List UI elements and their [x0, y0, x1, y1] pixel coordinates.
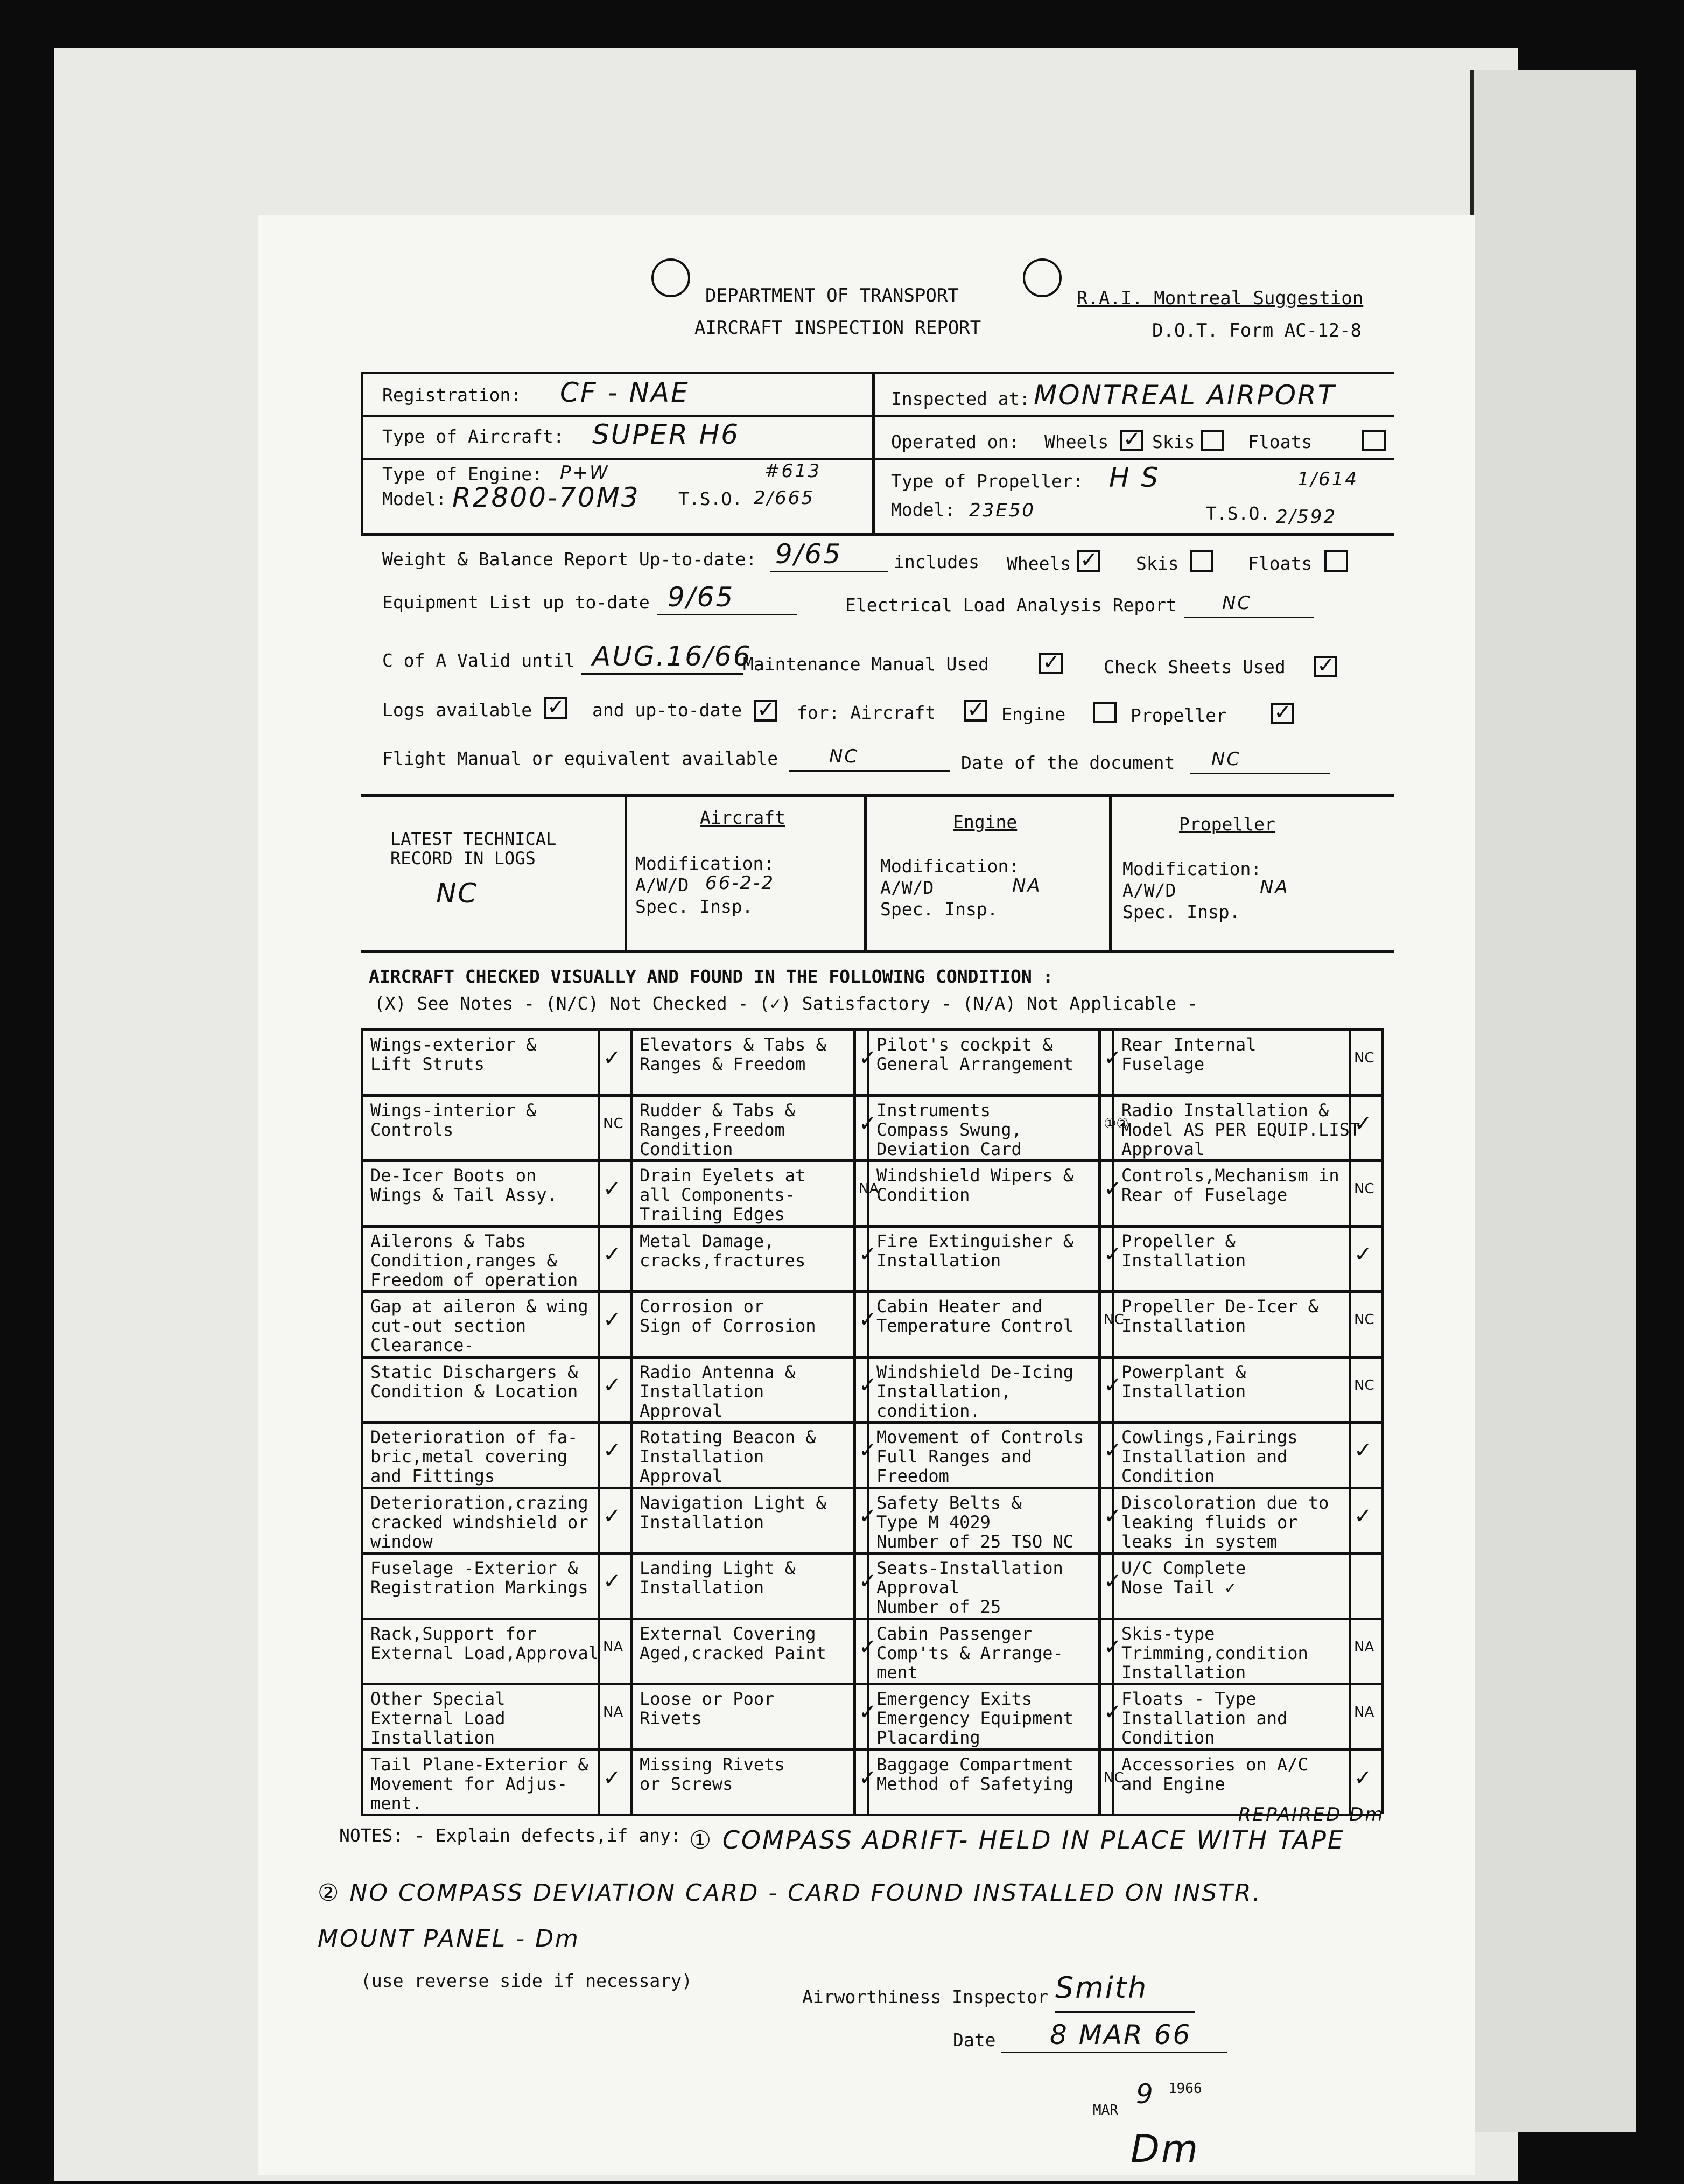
rule [361, 794, 1394, 797]
notes-line-3: MOUNT PANEL - Dm [318, 1925, 580, 1952]
engine-awd-value: NA [1012, 875, 1042, 897]
wb-wheels-checkbox[interactable]: ✓ [1077, 550, 1100, 572]
engine-spec-label: Spec. Insp. [880, 899, 998, 920]
prop-mod-label: Modification: [1122, 858, 1262, 879]
rule [361, 950, 1394, 953]
date-doc-value: NC [1211, 748, 1241, 770]
inspector-label: Airworthiness Inspector [802, 1986, 1048, 2007]
condition-item-label: External Covering Aged,cracked Paint [640, 1623, 826, 1663]
condition-item-label: Floats - Type Installation and Condition [1121, 1689, 1288, 1748]
grid-rule [598, 1028, 600, 1814]
wheels-label: Wheels [1044, 431, 1109, 452]
stamp-month: MAR [1093, 2102, 1118, 2118]
condition-mark[interactable]: ✓ [859, 1634, 877, 1660]
rule [864, 794, 867, 950]
registration-label: Registration: [382, 384, 522, 405]
condition-item-label: Loose or Poor Rivets [640, 1689, 775, 1728]
condition-mark[interactable]: ✓ [1104, 1242, 1122, 1267]
checked-legend: (X) See Notes - (N/C) Not Checked - (✓) Satisfactory - (N/A) Not Applicable - [374, 993, 1198, 1014]
condition-item-label: Radio Antenna & Installation Approval [640, 1361, 795, 1421]
field-underline [1190, 773, 1330, 774]
grid-rule [361, 1487, 1381, 1489]
condition-item-label: Wings-exterior & Lift Struts [370, 1034, 537, 1074]
condition-item-label: Elevators & Tabs & Ranges & Freedom [640, 1034, 826, 1074]
equip-label: Equipment List up to-date [382, 592, 650, 613]
check-label: Check Sheets Used [1104, 656, 1286, 677]
condition-mark[interactable]: NA [603, 1639, 623, 1655]
rule [361, 458, 1394, 460]
wb-floats-checkbox[interactable] [1324, 550, 1348, 572]
wb-wheels-label: Wheels [1007, 553, 1071, 574]
checked-title: AIRCRAFT CHECKED VISUALLY AND FOUND IN THE FOLLOWING CONDITION : [369, 966, 1054, 987]
skis-label: Skis [1152, 431, 1195, 452]
cofa-label: C of A Valid until [382, 650, 575, 671]
inspector-signature: Smith [1055, 1971, 1148, 2005]
condition-item-label: Radio Installation & Model AS PER EQUIP.LIST Approval [1121, 1100, 1360, 1159]
condition-mark[interactable]: ✓ [603, 1569, 621, 1594]
prop-spec-label: Spec. Insp. [1122, 901, 1240, 922]
engine-tso-label: T.S.O. [678, 488, 743, 509]
punch-hole-left [651, 258, 690, 297]
engine-model-label: Model: [382, 488, 447, 509]
condition-mark[interactable]: ✓ [1104, 1503, 1122, 1529]
condition-item-label: Windshield Wipers & Condition [876, 1165, 1074, 1205]
inspected-at-value: MONTREAL AIRPORT [1034, 380, 1336, 411]
operated-on-label: Operated on: [891, 431, 1020, 452]
floats-label: Floats [1248, 431, 1313, 452]
engine-log-checkbox[interactable] [1093, 702, 1117, 723]
grid-rule [361, 1225, 1381, 1228]
aircraft-awd-value: 66-2-2 [705, 872, 775, 894]
wb-floats-label: Floats [1248, 553, 1313, 574]
grid-rule [361, 1552, 1381, 1555]
type-engine-value: P+W [560, 462, 609, 484]
rule [1109, 794, 1112, 950]
grid-rule [361, 1028, 363, 1814]
grid-rule [1098, 1028, 1101, 1814]
condition-mark[interactable]: ✓ [1354, 1503, 1372, 1529]
condition-mark[interactable]: ✓ [1104, 1438, 1122, 1463]
condition-mark[interactable]: ✓ [1104, 1700, 1122, 1725]
maint-label: Maintenance Manual Used [743, 654, 989, 675]
condition-item-label: Propeller & Installation [1121, 1230, 1246, 1271]
condition-item-label: Rack,Support for External Load,Approval [370, 1623, 599, 1663]
propeller-heading: Propeller [1179, 814, 1275, 835]
logs-label: Logs available [382, 699, 532, 720]
right-sheet [1470, 70, 1636, 2132]
condition-item-label: Accessories on A/C and Engine [1121, 1754, 1308, 1794]
engine-log-label: Engine [1001, 704, 1066, 725]
condition-item-label: Cabin Heater and Temperature Control [876, 1296, 1074, 1336]
aircraft-heading: Aircraft [700, 807, 785, 828]
condition-mark[interactable]: ✓ [603, 1177, 621, 1201]
report-title: AIRCRAFT INSPECTION REPORT [694, 317, 981, 339]
prop-awd-label: A/W/D [1122, 880, 1176, 901]
condition-mark[interactable]: NA [1354, 1704, 1374, 1720]
condition-item-label: Fuselage -Exterior & Registration Markings [370, 1558, 588, 1598]
wheels-checkbox[interactable]: ✓ [1120, 430, 1143, 451]
condition-item-label: Powerplant & Installation [1121, 1361, 1246, 1402]
condition-item-label: Deterioration of fa- bric,metal covering and Fittings [370, 1427, 578, 1486]
prop-model-value: 23E50 [969, 500, 1036, 521]
grid-rule [853, 1028, 856, 1814]
grid-rule [361, 1290, 1381, 1293]
condition-item-label: Deterioration,crazing cracked windshield or window [370, 1492, 588, 1552]
grid-rule [361, 1159, 1381, 1162]
engine-awd-label: A/W/D [880, 877, 934, 898]
condition-mark[interactable]: NA [859, 1181, 879, 1197]
suggestion-text: R.A.I. Montreal Suggestion [1077, 288, 1364, 309]
uptodate-label: and up-to-date [592, 699, 742, 720]
condition-item-label: Landing Light & Installation [640, 1558, 795, 1598]
floats-checkbox[interactable] [1362, 430, 1386, 451]
condition-mark[interactable]: ✓ [603, 1307, 621, 1332]
inspected-at-label: Inspected at: [891, 388, 1030, 409]
grid-rule [361, 1421, 1381, 1424]
condition-item-label: Corrosion or Sign of Corrosion [640, 1296, 816, 1336]
wb-skis-label: Skis [1136, 553, 1179, 574]
condition-item-label: Movement of Controls Full Ranges and Freedom [876, 1427, 1084, 1486]
condition-item-label: Skis-type Trimming,condition Installation [1121, 1623, 1308, 1683]
rule [361, 372, 363, 533]
condition-mark[interactable]: ✓ [1354, 1242, 1372, 1267]
condition-mark[interactable]: NC [1354, 1181, 1374, 1197]
skis-checkbox[interactable] [1201, 430, 1224, 451]
condition-mark[interactable]: NC [1354, 1312, 1374, 1328]
inspection-form-page [258, 215, 1475, 2175]
stamp-year: 1966 [1168, 2081, 1202, 2097]
condition-item-label: Wings-interior & Controls [370, 1100, 537, 1140]
condition-item-label: Discoloration due to leaking fluids or leaks in system [1121, 1492, 1329, 1552]
aircraft-mod-label: Modification: [635, 853, 775, 874]
condition-item-label: Metal Damage, cracks,fractures [640, 1230, 806, 1271]
condition-mark[interactable]: ✓ [859, 1373, 877, 1398]
equip-value: 9/65 [668, 582, 735, 613]
condition-item-label: U/C Complete Nose Tail ✓ [1121, 1558, 1246, 1598]
condition-item-label: De-Icer Boots on Wings & Tail Assy. [370, 1165, 557, 1205]
condition-mark[interactable]: ✓ [603, 1242, 621, 1267]
reverse-note: (use reverse side if necessary) [361, 1970, 692, 1991]
rule [625, 794, 627, 950]
grid-rule [361, 1094, 1381, 1097]
condition-item-label: Cowlings,Fairings Installation and Condition [1121, 1427, 1298, 1486]
condition-item-label: Rear Internal Fuselage [1121, 1034, 1257, 1074]
engine-model-value: R2800-70M3 [452, 482, 640, 513]
cofa-value: AUG.16/66 [592, 641, 752, 672]
condition-mark[interactable]: NC [1104, 1312, 1124, 1328]
date-value: 8 MAR 66 [1050, 2019, 1192, 2050]
condition-mark[interactable]: ✓ [1104, 1046, 1122, 1070]
stamp-initials: Dm [1131, 2127, 1200, 2171]
condition-item-label: Rudder & Tabs & Ranges,Freedom Condition [640, 1100, 795, 1159]
prop-tso-label: T.S.O. [1206, 503, 1271, 524]
stamp-day: 9 [1136, 2078, 1155, 2110]
condition-item-label: Navigation Light & Installation [640, 1492, 826, 1532]
condition-mark[interactable]: ✓ [1354, 1765, 1372, 1790]
wb-skis-checkbox[interactable] [1190, 550, 1213, 572]
engine-tso-value: 2/665 [754, 487, 815, 509]
elec-label: Electrical Load Analysis Report [845, 594, 1177, 615]
notes-label: NOTES: - Explain defects,if any: [339, 1825, 682, 1846]
type-aircraft-label: Type of Aircraft: [382, 426, 564, 447]
elec-value: NC [1222, 592, 1252, 614]
condition-mark[interactable]: ✓ [859, 1307, 877, 1332]
prop-number: 1/614 [1297, 468, 1358, 490]
weight-value: 9/65 [775, 538, 843, 570]
grid-rule [361, 1356, 1381, 1359]
condition-item-label: Ailerons & Tabs Condition,ranges & Freedom of operation [370, 1230, 578, 1290]
rule [361, 415, 1394, 417]
field-underline [1001, 2052, 1227, 2053]
engine-mod-label: Modification: [880, 856, 1020, 877]
aircraft-log-checkbox[interactable]: ✓ [964, 700, 987, 722]
notes-line-1: ① COMPASS ADRIFT- HELD IN PLACE WITH TAPE [689, 1825, 1345, 1854]
grid-rule [361, 1814, 1381, 1816]
condition-mark[interactable]: NC [603, 1115, 623, 1132]
condition-mark[interactable]: ✓ [1104, 1373, 1122, 1398]
notes-repaired: REPAIRED Dm [1238, 1804, 1385, 1825]
condition-mark[interactable]: ✓ [603, 1765, 621, 1790]
field-underline [789, 770, 950, 772]
condition-mark[interactable]: ✓ [859, 1765, 877, 1790]
condition-mark[interactable]: ✓ [1104, 1634, 1122, 1660]
condition-mark[interactable]: ✓ [859, 1046, 877, 1070]
grid-rule [361, 1683, 1381, 1685]
condition-mark[interactable]: ✓ [859, 1503, 877, 1529]
latest-tech-record-value: NC [436, 878, 479, 909]
rule [872, 372, 875, 533]
condition-mark[interactable]: NA [1354, 1639, 1374, 1655]
condition-mark[interactable]: ✓ [859, 1242, 877, 1267]
condition-item-label: Controls,Mechanism in Rear of Fuselage [1121, 1165, 1339, 1205]
weight-label: Weight & Balance Report Up-to-date: [382, 549, 757, 570]
rule [361, 372, 1394, 374]
grid-rule [1381, 1028, 1384, 1814]
condition-item-label: Static Dischargers & Condition & Location [370, 1361, 578, 1402]
condition-item-label: Gap at aileron & wing cut-out section Clearance- [370, 1296, 588, 1355]
type-prop-value: H S [1109, 462, 1160, 493]
condition-mark[interactable]: ✓ [603, 1373, 621, 1398]
condition-mark[interactable]: ✓ [859, 1438, 877, 1463]
condition-item-label: Other Special External Load Installation [370, 1689, 506, 1748]
type-aircraft-value: SUPER H6 [592, 419, 740, 450]
condition-mark[interactable]: NC [1354, 1050, 1374, 1066]
grid-rule [867, 1028, 869, 1814]
condition-mark[interactable]: ✓ [603, 1503, 621, 1529]
prop-model-label: Model: [891, 499, 956, 520]
field-underline [1055, 2011, 1195, 2013]
prop-awd-value: NA [1260, 877, 1289, 898]
grid-rule [1112, 1028, 1114, 1814]
punch-hole-right [1023, 258, 1062, 297]
condition-mark[interactable]: ✓ [859, 1569, 877, 1594]
field-underline [581, 673, 743, 675]
for-aircraft-label: for: Aircraft [797, 702, 936, 723]
prop-tso-value: 2/592 [1276, 506, 1337, 528]
grid-rule [361, 1618, 1381, 1620]
type-engine-label: Type of Engine: [382, 464, 543, 485]
condition-item-label: Baggage Compartment Method of Safetying [876, 1754, 1074, 1794]
condition-item-label: Tail Plane-Exterior & Movement for Adjus- ment. [370, 1754, 588, 1814]
flight-manual-value: NC [829, 746, 859, 767]
latest-tech-record-label: LATEST TECHNICAL RECORD IN LOGS [390, 829, 557, 869]
maint-checkbox[interactable]: ✓ [1039, 653, 1063, 674]
includes-label: includes [894, 551, 979, 572]
condition-mark[interactable]: ✓ [1354, 1111, 1372, 1136]
condition-item-label: Instruments Compass Swung, Deviation Card [876, 1100, 1022, 1159]
propeller-log-checkbox[interactable]: ✓ [1271, 703, 1294, 724]
check-checkbox[interactable]: ✓ [1314, 656, 1337, 677]
field-underline [1184, 617, 1314, 618]
condition-item-label: Rotating Beacon & Installation Approval [640, 1427, 816, 1486]
date-label: Date [953, 2029, 996, 2050]
condition-mark[interactable]: NA [603, 1704, 623, 1720]
condition-item-label: Seats-Installation Approval Number of 25 [876, 1558, 1063, 1617]
condition-item-label: Missing Rivets or Screws [640, 1754, 785, 1794]
grid-rule [630, 1028, 633, 1814]
condition-mark[interactable]: ✓ [859, 1700, 877, 1725]
engine-number: #613 [764, 460, 822, 482]
condition-item-label: Cabin Passenger Comp'ts & Arrange- ment [876, 1623, 1063, 1683]
condition-mark[interactable]: ✓ [603, 1438, 621, 1463]
form-number: D.O.T. Form AC-12-8 [1152, 320, 1362, 341]
condition-item-label: Safety Belts & Type M 4029 Number of 25 TSO NC [876, 1492, 1074, 1552]
logs-checkbox[interactable]: ✓ [544, 697, 567, 719]
notes-line-2: ② NO COMPASS DEVIATION CARD - CARD FOUND INSTALLED ON INSTR. [318, 1879, 1262, 1907]
grid-rule [361, 1028, 1381, 1031]
field-underline [770, 571, 888, 572]
registration-value: CF - NAE [560, 377, 690, 408]
condition-item-label: Pilot's cockpit & General Arrangement [876, 1034, 1074, 1074]
condition-mark[interactable]: ✓ [1104, 1177, 1122, 1201]
condition-mark[interactable]: ✓ [859, 1111, 877, 1136]
aircraft-spec-label: Spec. Insp. [635, 896, 753, 917]
propeller-log-label: Propeller [1131, 705, 1227, 726]
condition-item-label: Emergency Exits Emergency Equipment Placarding [876, 1689, 1074, 1748]
grid-rule [361, 1748, 1381, 1751]
aircraft-awd-label: A/W/D [635, 874, 689, 895]
field-underline [657, 614, 797, 615]
uptodate-checkbox[interactable]: ✓ [754, 700, 777, 722]
date-doc-label: Date of the document [961, 752, 1175, 773]
condition-item-label: Windshield De-Icing Installation, condition. [876, 1361, 1074, 1421]
condition-mark[interactable]: NC [1354, 1377, 1374, 1394]
condition-item-label: Propeller De-Icer & Installation [1121, 1296, 1319, 1336]
engine-heading: Engine [953, 811, 1018, 832]
condition-item-label: Fire Extinguisher & Installation [876, 1230, 1074, 1271]
type-prop-label: Type of Propeller: [891, 471, 1084, 492]
condition-mark[interactable]: NC [1104, 1769, 1124, 1786]
rule [361, 533, 1394, 536]
condition-item-label: Drain Eyelets at all Components- Trailing Edges [640, 1165, 806, 1224]
condition-mark[interactable]: ①② [1104, 1115, 1129, 1132]
department-title: DEPARTMENT OF TRANSPORT [705, 285, 959, 306]
condition-mark[interactable]: ✓ [1104, 1569, 1122, 1594]
condition-mark[interactable]: ✓ [1354, 1438, 1372, 1463]
flight-manual-label: Flight Manual or equivalent available [382, 748, 778, 769]
condition-mark[interactable]: ✓ [603, 1046, 621, 1070]
